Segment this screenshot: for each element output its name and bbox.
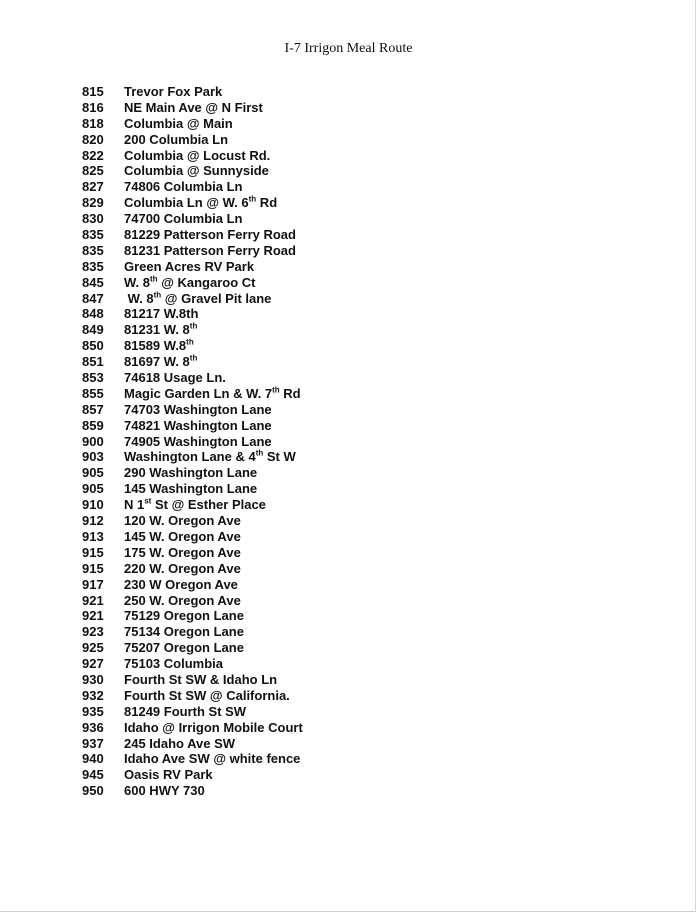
- stop-time: 950: [82, 783, 104, 799]
- stop-location-text: 145 Washington Lane: [124, 481, 258, 497]
- stop-location-text: 81249 Fourth St SW: [124, 703, 247, 719]
- stop-location-text: 120 W. Oregon Ave: [124, 513, 241, 529]
- route-stop-row: [82, 513, 303, 529]
- stop-location-text: 200 Columbia Ln: [124, 131, 229, 147]
- route-stop-row: [82, 608, 303, 624]
- stop-location: [124, 259, 254, 275]
- stop-location-text: 230 W Oregon Ave: [124, 576, 238, 592]
- stop-location: [124, 704, 246, 720]
- stop-time: 825: [82, 163, 104, 179]
- stop-location: [124, 227, 296, 243]
- stop-location-text: Columbia @ Locust Rd.: [124, 147, 271, 163]
- stop-location: [124, 783, 205, 799]
- stop-time: 835: [82, 242, 104, 258]
- stop-location-text: W. 8: [124, 274, 151, 290]
- stop-time: 935: [82, 703, 104, 719]
- route-stop-row: [82, 354, 303, 370]
- route-stop-row: [82, 227, 303, 243]
- stop-time: 835: [82, 227, 104, 243]
- route-stop-row: [82, 163, 303, 179]
- stop-location: [124, 513, 241, 529]
- route-stop-row: [82, 84, 303, 100]
- stop-location-text-after: St W: [263, 449, 296, 465]
- stop-location-text: 245 Idaho Ave SW: [124, 735, 236, 751]
- stop-time: 940: [82, 751, 104, 767]
- stop-location: [124, 211, 242, 227]
- route-stop-row: [82, 465, 303, 481]
- route-stop-row: [82, 259, 303, 275]
- route-stop-row: [82, 322, 303, 338]
- stop-time: 913: [82, 528, 104, 544]
- route-stop-row: [82, 132, 303, 148]
- stop-time: 912: [82, 513, 104, 529]
- stop-location-text: Columbia @ Sunnyside: [124, 163, 269, 179]
- stop-location: [124, 338, 194, 354]
- stop-time: 851: [82, 354, 104, 370]
- stop-location-text: Oasis RV Park: [124, 767, 213, 783]
- stop-location: [124, 291, 271, 307]
- route-stop-row: [82, 275, 303, 291]
- stop-location-text: 81589 W.8: [124, 338, 187, 354]
- route-stop-row: [82, 704, 303, 720]
- stop-time: 932: [82, 687, 104, 703]
- stop-location: [124, 497, 266, 513]
- stop-location-text: 75129 Oregon Lane: [124, 608, 244, 624]
- stop-location: [124, 418, 272, 434]
- stop-location: [124, 608, 244, 624]
- stop-location-text: 175 W. Oregon Ave: [124, 544, 241, 560]
- stop-location-text: 81217 W.8th: [124, 306, 199, 322]
- stop-location-text: NE Main Ave @ N First: [124, 99, 263, 115]
- stop-time: 829: [82, 195, 104, 211]
- stop-location-text: 74806 Columbia Ln: [124, 179, 243, 195]
- stop-location: [124, 465, 257, 481]
- stop-time: 917: [82, 576, 104, 592]
- stop-time: 816: [82, 99, 104, 115]
- stop-ordinal-suffix: th: [255, 449, 264, 459]
- stop-time: 915: [82, 560, 104, 576]
- route-stop-row: [82, 736, 303, 752]
- stop-location: [124, 179, 242, 195]
- route-stop-row: [82, 561, 303, 577]
- stop-location-text: Columbia @ Main: [124, 115, 233, 131]
- stop-location-text-after: @ Kangaroo Ct: [157, 274, 256, 290]
- stop-location: [124, 720, 303, 736]
- stop-location: [124, 243, 296, 259]
- stop-time: 930: [82, 671, 104, 687]
- stop-location-text: Fourth St SW @ California.: [124, 687, 290, 703]
- stop-time: 853: [82, 370, 104, 386]
- stop-location-text-after: @ Gravel Pit lane: [161, 290, 272, 306]
- stop-location: [124, 370, 226, 386]
- route-stop-row: [82, 783, 303, 799]
- stop-location-text: 81231 W. 8: [124, 322, 190, 338]
- route-stop-row: [82, 640, 303, 656]
- route-stop-row: [82, 418, 303, 434]
- stop-location-text: W. 8: [124, 290, 154, 306]
- stop-location-text: 145 W. Oregon Ave: [124, 528, 241, 544]
- stop-location: [124, 100, 263, 116]
- stop-location-text: Columbia Ln @ W. 6: [124, 195, 249, 211]
- stop-location: [124, 736, 235, 752]
- stop-location-text: 81229 Patterson Ferry Road: [124, 227, 296, 243]
- route-stop-row: [82, 593, 303, 609]
- stop-location-text: 75103 Columbia: [124, 656, 223, 672]
- stop-time: 937: [82, 735, 104, 751]
- route-stop-row: [82, 386, 303, 402]
- stop-location-text-after: Rd: [256, 195, 278, 211]
- stop-time: 923: [82, 624, 104, 640]
- stop-time: 900: [82, 433, 104, 449]
- stop-ordinal-suffix: th: [150, 274, 158, 284]
- stop-location: [124, 84, 222, 100]
- stop-location: [124, 354, 197, 370]
- stop-location-text: 74700 Columbia Ln: [124, 211, 243, 227]
- stop-time: 830: [82, 211, 104, 227]
- stop-location: [124, 751, 300, 767]
- route-stop-list: [82, 84, 303, 799]
- stop-ordinal-suffix: th: [272, 385, 280, 395]
- stop-time: 820: [82, 131, 104, 147]
- route-stop-row: [82, 672, 303, 688]
- route-stop-row: [82, 720, 303, 736]
- stop-location-text: N 1: [124, 497, 145, 513]
- stop-location-text: 74703 Washington Lane: [124, 401, 272, 417]
- route-stop-row: [82, 688, 303, 704]
- stop-time: 925: [82, 640, 104, 656]
- route-stop-row: [82, 497, 303, 513]
- stop-time: 905: [82, 465, 104, 481]
- stop-location-text: 250 W. Oregon Ave: [124, 592, 241, 608]
- route-stop-row: [82, 545, 303, 561]
- stop-time: 857: [82, 401, 104, 417]
- route-stop-row: [82, 370, 303, 386]
- stop-location-text: 75134 Oregon Lane: [124, 624, 244, 640]
- stop-location-text: 81697 W. 8: [124, 354, 190, 370]
- stop-location: [124, 163, 269, 179]
- stop-location: [124, 656, 223, 672]
- stop-time: 818: [82, 115, 104, 131]
- stop-time: 850: [82, 338, 104, 354]
- route-stop-row: [82, 148, 303, 164]
- stop-time: 822: [82, 147, 104, 163]
- stop-time: 936: [82, 719, 104, 735]
- stop-location-text: 74905 Washington Lane: [124, 433, 272, 449]
- stop-time: 915: [82, 544, 104, 560]
- stop-ordinal-suffix: th: [186, 337, 194, 347]
- stop-time: 815: [82, 84, 104, 99]
- stop-location: [124, 593, 241, 609]
- stop-time: 859: [82, 417, 104, 433]
- stop-location: [124, 306, 198, 322]
- route-stop-row: [82, 434, 303, 450]
- stop-time: 849: [82, 322, 104, 338]
- stop-time: 945: [82, 767, 104, 783]
- stop-ordinal-suffix: st: [144, 496, 152, 506]
- stop-time: 847: [82, 290, 104, 306]
- route-stop-row: [82, 751, 303, 767]
- stop-ordinal-suffix: th: [153, 290, 162, 300]
- route-stop-row: [82, 767, 303, 783]
- stop-time: 827: [82, 179, 104, 195]
- stop-location: [124, 640, 244, 656]
- stop-location: [124, 322, 197, 338]
- stop-location: [124, 481, 257, 497]
- stop-location: [124, 434, 272, 450]
- stop-location: [124, 545, 241, 561]
- route-stop-row: [82, 656, 303, 672]
- stop-time: 910: [82, 497, 104, 513]
- stop-time: 905: [82, 481, 104, 497]
- stop-time: 845: [82, 274, 104, 290]
- route-stop-row: [82, 243, 303, 259]
- stop-ordinal-suffix: th: [189, 353, 198, 363]
- stop-location-text: 290 Washington Lane: [124, 465, 258, 481]
- stop-location: [124, 116, 233, 132]
- stop-location: [124, 529, 241, 545]
- route-stop-row: [82, 211, 303, 227]
- stop-location-text: 600 HWY 730: [124, 783, 205, 799]
- stop-location: [124, 767, 213, 783]
- stop-time: 835: [82, 258, 104, 274]
- stop-location-text: Magic Garden Ln & W. 7: [124, 385, 273, 401]
- stop-location: [124, 449, 296, 465]
- stop-time: 921: [82, 608, 104, 624]
- stop-location-text: Fourth St SW & Idaho Ln: [124, 671, 278, 687]
- stop-location: [124, 561, 241, 577]
- route-stop-row: [82, 179, 303, 195]
- route-stop-row: [82, 116, 303, 132]
- stop-ordinal-suffix: th: [189, 322, 198, 332]
- stop-location-text: 81231 Patterson Ferry Road: [124, 242, 296, 258]
- stop-location-text: Green Acres RV Park: [124, 258, 255, 274]
- stop-location-text: 74618 Usage Ln.: [124, 370, 226, 386]
- stop-location-text: Idaho Ave SW @ white fence: [124, 751, 301, 767]
- stop-location: [124, 275, 255, 291]
- stop-location: [124, 624, 244, 640]
- route-stop-row: [82, 306, 303, 322]
- route-stop-row: [82, 529, 303, 545]
- stop-location: [124, 577, 238, 593]
- route-stop-row: [82, 291, 303, 307]
- stop-ordinal-suffix: th: [248, 194, 257, 204]
- stop-location: [124, 195, 277, 211]
- stop-location: [124, 132, 228, 148]
- route-stop-row: [82, 624, 303, 640]
- stop-location: [124, 688, 290, 704]
- stop-location-text: Idaho @ Irrigon Mobile Court: [124, 719, 303, 735]
- route-stop-row: [82, 338, 303, 354]
- stop-location: [124, 386, 301, 402]
- route-stop-row: [82, 577, 303, 593]
- stop-time: 903: [82, 449, 104, 465]
- stop-time: 927: [82, 656, 104, 672]
- stop-location-text: 75207 Oregon Lane: [124, 640, 244, 656]
- route-stop-row: [82, 402, 303, 418]
- stop-time: 848: [82, 306, 104, 322]
- stop-location: [124, 148, 270, 164]
- document-title: I-7 Irrigon Meal Route: [284, 41, 413, 56]
- route-stop-row: [82, 100, 303, 116]
- stop-location: [124, 672, 277, 688]
- stop-location-text: 220 W. Oregon Ave: [124, 560, 241, 576]
- stop-location-text: Washington Lane & 4: [124, 449, 256, 465]
- stop-location-text-after: Rd: [279, 385, 301, 401]
- stop-time: 855: [82, 385, 104, 401]
- stop-location-text: 74821 Washington Lane: [124, 417, 272, 433]
- stop-location-text: Trevor Fox Park: [124, 84, 223, 99]
- route-stop-row: [82, 449, 303, 465]
- route-stop-row: [82, 195, 303, 211]
- stop-location-text-after: St @ Esther Place: [151, 497, 266, 513]
- stop-location: [124, 402, 272, 418]
- stop-time: 921: [82, 592, 104, 608]
- route-stop-row: [82, 481, 303, 497]
